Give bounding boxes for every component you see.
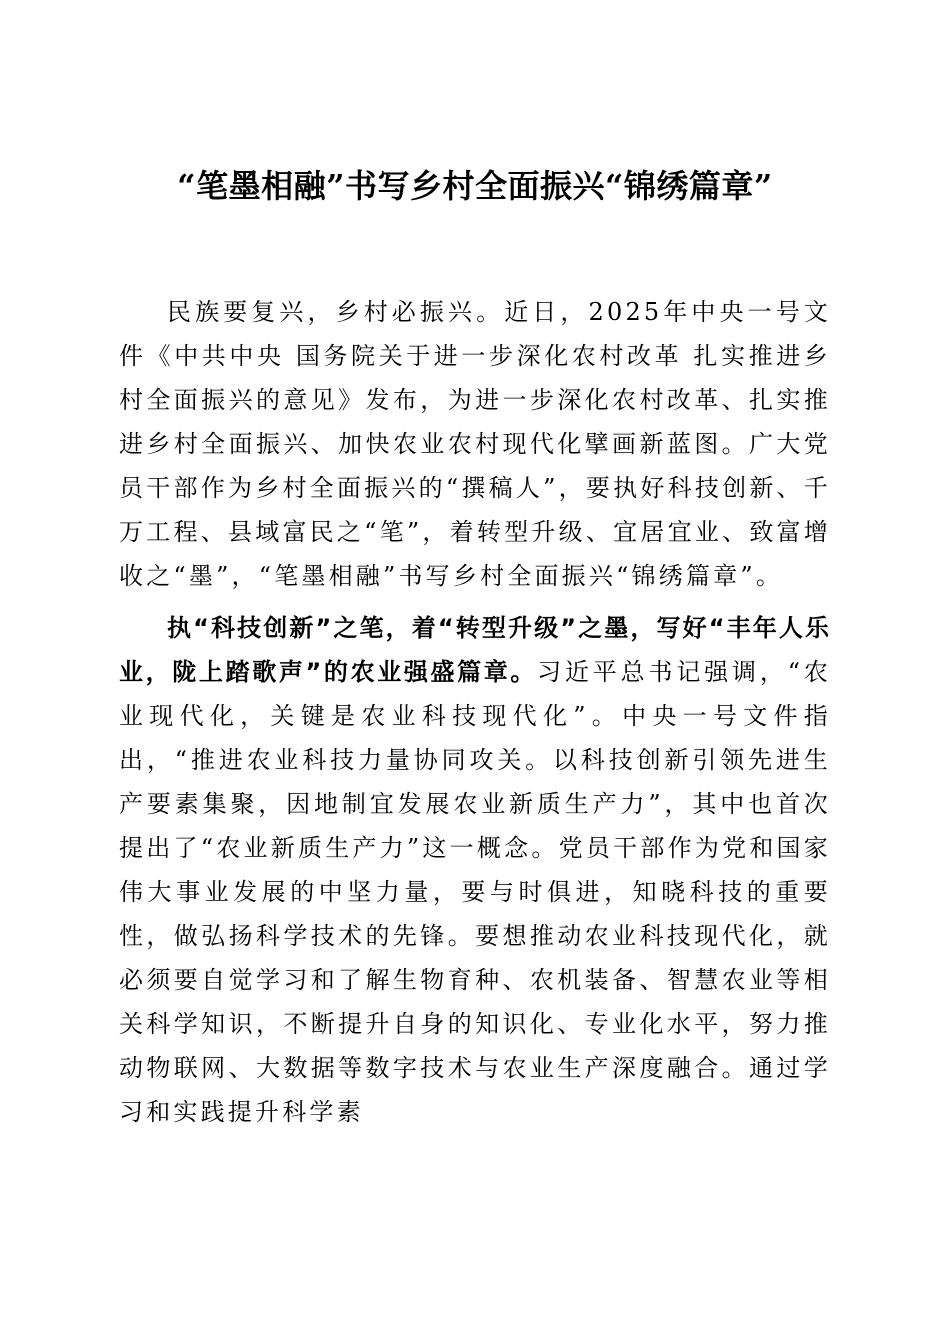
paragraph-1-text: 民族要复兴，乡村必振兴。近日，2025年中央一号文件《中共中央 国务院关于进一步深化农村改革 扎实推进乡村全面振兴的意见》发布，为进一步深化农村改革、扎实推进乡村全面振兴、加快农业农村现代化擘画新蓝图。广大党员干部作为乡村全面振兴的“撰稿人”，要执好科技创新、千万工程、县域富民之“笔”，着转型升级、宜居宜业、致富增收之“墨”，“笔墨相融”书写乡村全面振兴“锦绣篇章”。 (119, 298, 831, 590)
paragraph-2-text: 习近平总书记强调，“农业现代化，关键是农业科技现代化”。中央一号文件指出，“推进农业科技力量协同攻关。以科技创新引领先进生产要素集聚，因地制宜发展农业新质生产力”，其中也首次提出了“农业新质生产力”这一概念。党员干部作为党和国家伟大事业发展的中坚力量，要与时俱进，知晓科技的重要性，做弘扬科学技术的先锋。要想推动农业科技现代化，就必须要自觉学习和了解生物育种、农机装备、智慧农业等相关科学知识，不断提升自身的知识化、专业化水平，努力推动物联网、大数据等数字技术与农业生产深度融合。通过学习和实践提升科学素 (119, 658, 832, 1126)
document-body (119, 290, 831, 1134)
paragraph-1 (119, 290, 831, 598)
paragraph-2 (119, 606, 831, 1134)
paragraph-2-lead: 执“科技创新”之笔，着“转型升级”之墨，写好“丰年人乐业，陇上踏歌声”的农业强盛篇章。 (119, 614, 831, 686)
document-title: “笔墨相融”书写乡村全面振兴“锦绣篇章” (177, 167, 773, 205)
